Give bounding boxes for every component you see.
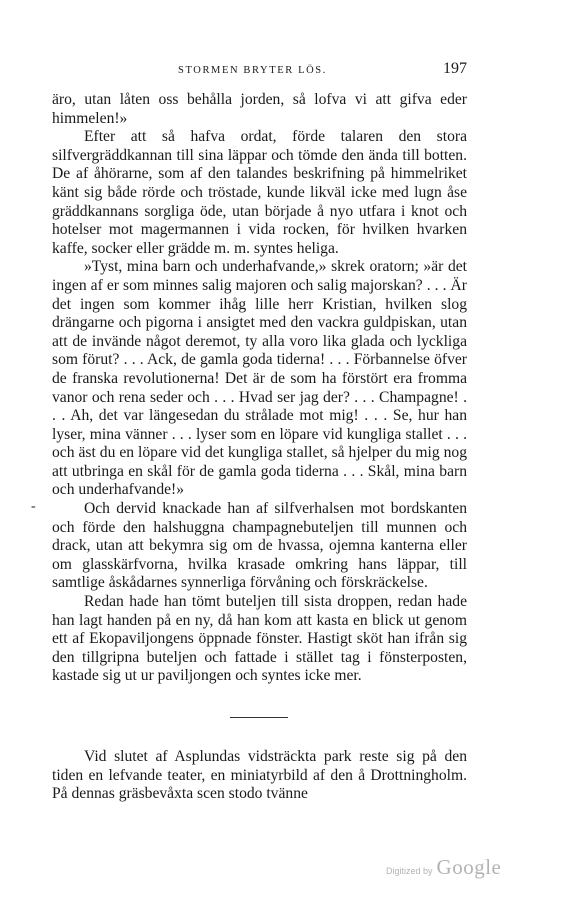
watermark-logo: Google bbox=[436, 855, 502, 879]
watermark-prefix: Digitized by bbox=[386, 866, 433, 876]
paragraph: äro, utan låten oss behålla jorden, så lofva vi att gifva eder himmelen!» bbox=[52, 91, 467, 127]
running-head: STORMEN BRYTER LÖS. bbox=[178, 65, 327, 76]
paragraph: Redan hade han tömt buteljen till sista droppen, redan hade han lagt handen på en ny, då han kom att kasta en blick ut genom ett af Ekopaviljongens öppnade fönster. Hastigt sköt han ifrån sig den tillgripna buteljen och fattade i stället tag i fönsterposten, kastade sig ut ur paviljongen och syntes icke mer. bbox=[52, 593, 467, 685]
margin-mark: - bbox=[31, 499, 36, 514]
section-divider bbox=[230, 717, 288, 718]
page-header bbox=[52, 60, 467, 78]
page-number: 197 bbox=[443, 60, 467, 77]
section-two-text bbox=[52, 748, 467, 804]
paragraph: Och dervid knackade han af silfverhalsen mot bordskanten och förde den halshuggna champagnebuteljen till munnen och drack, utan att bekymra sig om de hvassa, ojemna kanterna eller om glasskärfvorna, hvilka krasade omkring hans läppar, till samtlige åskådarnes synnerliga förvåning och förskräckelse. bbox=[52, 500, 467, 592]
paragraph: »Tyst, mina barn och underhafvande,» skrek oratorn; »är det ingen af er som minnes salig majoren och salig majorskan? . . . Är det ingen som kommer ihåg lille herr Kristian, hvilken slog drängarne och pigorna i ansigtet med den vackra guldpiskan, utan att de invände något deremot, ty alla voro lika glada och lyckliga som förut? . . . Ack, de gamla goda tiderna! . . . Förbannelse öfver de franska revolutionerna! Det är de som ha förstört era fromma vanor och rena seder och . . . Hvad ser jag der? . . . Champagne! . . . Ah, det var längesedan du strålade mot mig! . . . Se, hur han lyser, mina vänner . . . lyser som en löpare vid kungliga stallet . . . och äst du en löpare vid det kungliga stallet, så hjelper du mig nog att utbringa en skål för de gamla goda tiderna . . . Skål, mina barn och underhafvande!» bbox=[52, 258, 467, 499]
paragraph: Vid slutet af Asplundas vidsträckta park reste sig på den tiden en lefvande teater, en miniatyrbild af den å Drottningholm. På dennas gräsbevåxta scen stodo tvänne bbox=[52, 748, 467, 803]
paragraph: Efter att så hafva ordat, förde talaren den stora silfvergräddkannan till sina läppar och tömde den ända till botten. De af åhörarne, som af den talandes beskrifning på himmelriket känt sig både rörde och tröstade, kunde likväl icke med lugn åse gräddkannans sorgliga öde, utan började å nyo utfara i knot och hotelser mot magermannen i vida rocken, för hvilken hvarken kaffe, socker eller grädde m. m. syntes heliga. bbox=[52, 128, 467, 257]
body-text bbox=[52, 91, 467, 686]
digitization-watermark bbox=[386, 855, 501, 880]
